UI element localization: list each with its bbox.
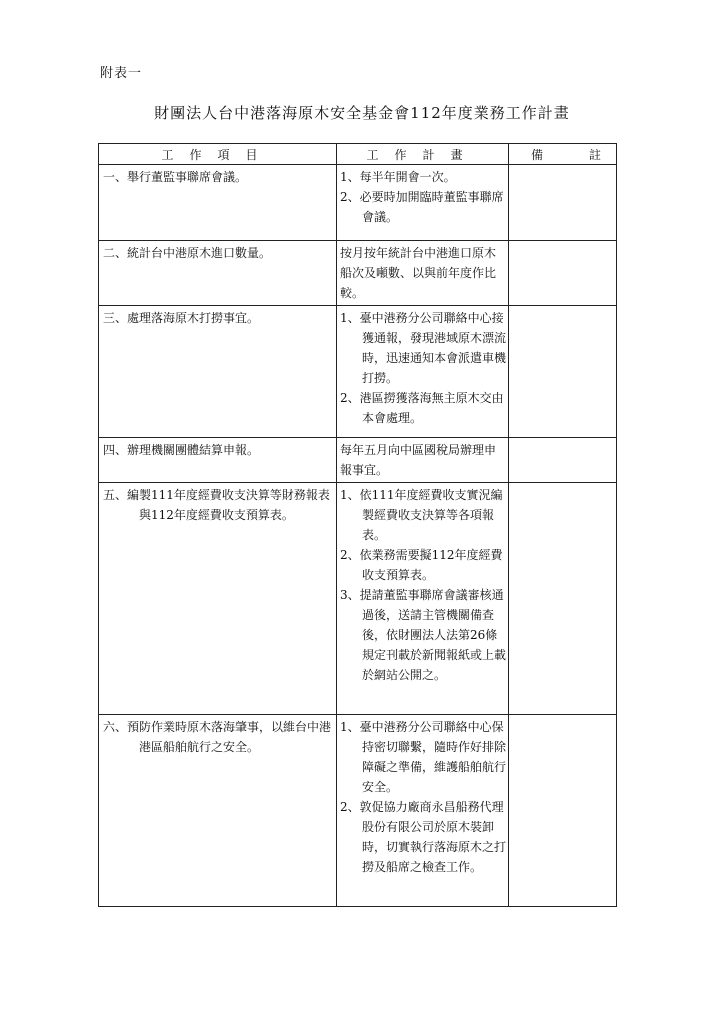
remark-cell	[509, 483, 617, 715]
work-plan-cell	[337, 715, 509, 907]
table-row	[99, 165, 617, 241]
plan-step: 3、提請董監事聯席會議審核通過後，送請主管機關備查後，依財團法人法第26條規定刊載於新聞報紙或上載於網站公開之。	[340, 588, 507, 682]
table-row	[99, 715, 617, 907]
plan-step: 1、依111年度經費收支實況編製經費收支決算等各項報表。	[340, 488, 503, 542]
table-row	[99, 306, 617, 438]
plan-text: 每年五月向中區國稅局辦理申報事宜。	[340, 443, 497, 477]
plan-step: 2、敦促協力廠商永昌船務代理股份有限公司於原木裝卸時，切實執行落海原木之打撈及船席之檢查工作。	[340, 800, 507, 874]
header-remark: 備 註	[509, 144, 617, 165]
work-plan-cell	[337, 241, 509, 306]
table-row	[99, 241, 617, 306]
work-item-cell: 六、預防作業時原木落海肇事，以維台中港港區船舶航行之安全。	[99, 715, 337, 907]
work-item-cell: 三、處理落海原木打撈事宜。	[99, 306, 337, 438]
appendix-label: 附表一	[100, 66, 143, 81]
remark-cell	[509, 306, 617, 438]
remark-cell	[509, 715, 617, 907]
remark-cell	[509, 241, 617, 306]
work-plan-table	[98, 143, 617, 907]
document-title: 財團法人台中港落海原木安全基金會112年度業務工作計畫	[154, 104, 570, 122]
table-header-row	[99, 144, 617, 165]
work-plan-cell	[337, 306, 509, 438]
plan-text: 按月按年統計台中港進口原木船次及噸數、以與前年度作比較。	[340, 246, 497, 300]
work-item-cell: 四、辦理機關團體結算申報。	[99, 438, 337, 483]
plan-step: 2、港區撈獲落海無主原木交由本會處理。	[340, 391, 504, 425]
work-plan-cell	[337, 165, 509, 241]
work-item-cell: 五、編製111年度經費收支決算等財務報表與112年度經費收支預算表。	[99, 483, 337, 715]
remark-cell	[509, 165, 617, 241]
work-item-cell: 一、舉行董監事聯席會議。	[99, 165, 337, 241]
remark-cell	[509, 438, 617, 483]
header-plan: 工作計畫	[337, 144, 509, 165]
plan-step: 1、每半年開會一次。	[340, 170, 456, 184]
plan-step: 1、臺中港務分公司聯絡中心保持密切聯繫，隨時作好排除障礙之準備，維護船舶航行安全。	[340, 720, 507, 794]
header-item: 工作項目	[99, 144, 337, 165]
plan-step: 2、依業務需要擬112年度經費收支預算表。	[340, 548, 503, 582]
table-row	[99, 438, 617, 483]
work-plan-cell	[337, 438, 509, 483]
plan-step: 1、臺中港務分公司聯絡中心接獲通報，發現港域原木漂流時，迅速通知本會派遣車機打撈。	[340, 311, 507, 385]
table-row	[99, 483, 617, 715]
work-item-cell: 二、統計台中港原木進口數量。	[99, 241, 337, 306]
plan-step: 2、必要時加開臨時董監事聯席會議。	[340, 190, 504, 224]
work-plan-cell	[337, 483, 509, 715]
